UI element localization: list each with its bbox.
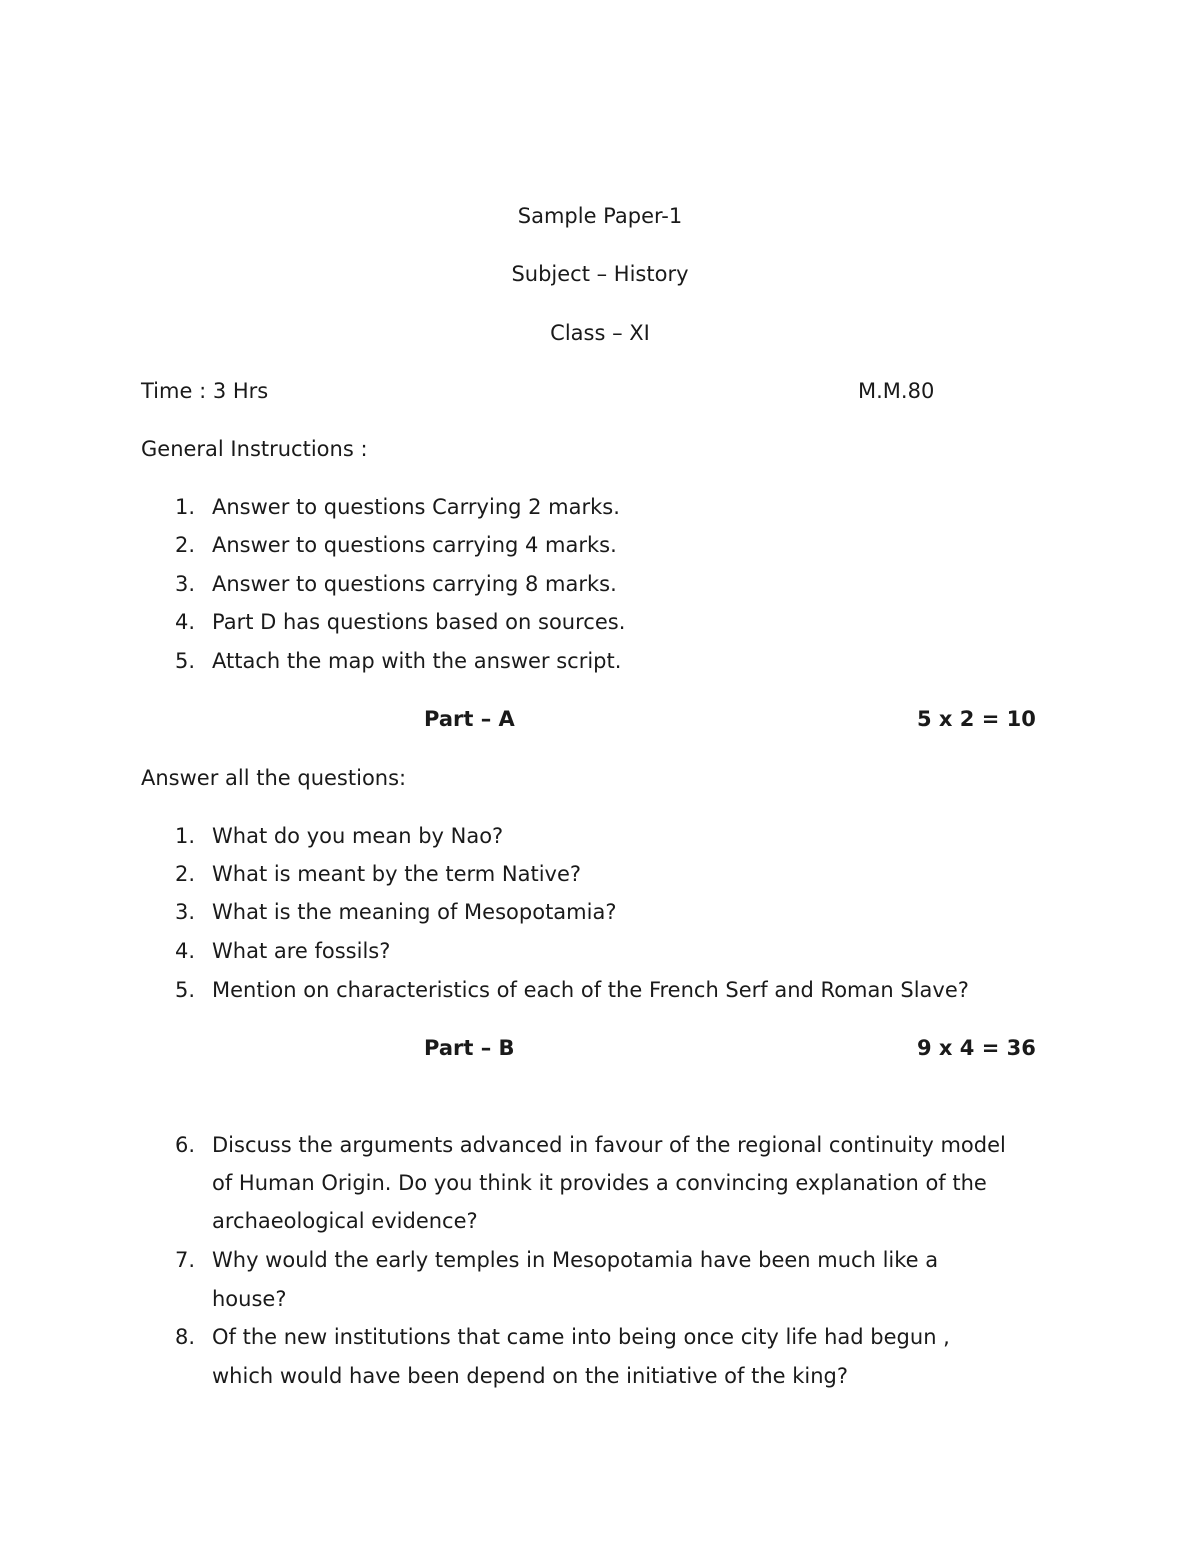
instructions-heading: General Instructions : <box>141 437 368 461</box>
max-marks-label: M.M.80 <box>858 379 935 403</box>
part-a-title: Part – A <box>424 707 515 731</box>
paper-title: Sample Paper-1 <box>517 204 683 228</box>
subject-line: Subject – History <box>511 262 689 286</box>
question-text: What is meant by the term Native? <box>212 862 582 886</box>
question-text-line: Why would the early temples in Mesopotamia have been much like a <box>212 1248 939 1272</box>
question-text: What is the meaning of Mesopotamia? <box>212 900 617 924</box>
question-text: What are fossils? <box>212 939 391 963</box>
question-text-line: of Human Origin. Do you think it provides a convincing explanation of the <box>212 1171 987 1195</box>
list-text: Part D has questions based on sources. <box>212 610 626 634</box>
part-a-intro: Answer all the questions: <box>141 766 407 790</box>
list-number: 1. <box>174 495 195 519</box>
question-text-line: archaeological evidence? <box>212 1209 478 1233</box>
question-number: 2. <box>174 862 195 886</box>
list-text: Answer to questions carrying 4 marks. <box>212 533 617 557</box>
list-text: Answer to questions carrying 8 marks. <box>212 572 617 596</box>
question-number: 7. <box>174 1248 195 1272</box>
list-number: 5. <box>174 649 195 673</box>
question-text-line: which would have been depend on the initiative of the king? <box>212 1364 849 1388</box>
list-text: Answer to questions Carrying 2 marks. <box>212 495 620 519</box>
question-text-line: Discuss the arguments advanced in favour of the regional continuity model <box>212 1133 1006 1157</box>
question-text-line: Of the new institutions that came into being once city life had begun , <box>212 1325 950 1349</box>
question-number: 1. <box>174 824 195 848</box>
question-text: Mention on characteristics of each of the French Serf and Roman Slave? <box>212 978 969 1002</box>
part-b-title: Part – B <box>424 1036 515 1060</box>
question-number: 8. <box>174 1325 195 1349</box>
question-text: What do you mean by Nao? <box>212 824 504 848</box>
list-number: 2. <box>174 533 195 557</box>
question-number: 6. <box>174 1133 195 1157</box>
list-number: 3. <box>174 572 195 596</box>
question-text-line: house? <box>212 1287 287 1311</box>
question-number: 4. <box>174 939 195 963</box>
question-number: 5. <box>174 978 195 1002</box>
list-text: Attach the map with the answer script. <box>212 649 622 673</box>
class-line: Class – XI <box>550 321 650 345</box>
question-number: 3. <box>174 900 195 924</box>
list-number: 4. <box>174 610 195 634</box>
time-label: Time : 3 Hrs <box>141 379 269 403</box>
part-a-marks: 5 x 2 = 10 <box>917 707 1036 731</box>
part-b-marks: 9 x 4 = 36 <box>917 1036 1036 1060</box>
